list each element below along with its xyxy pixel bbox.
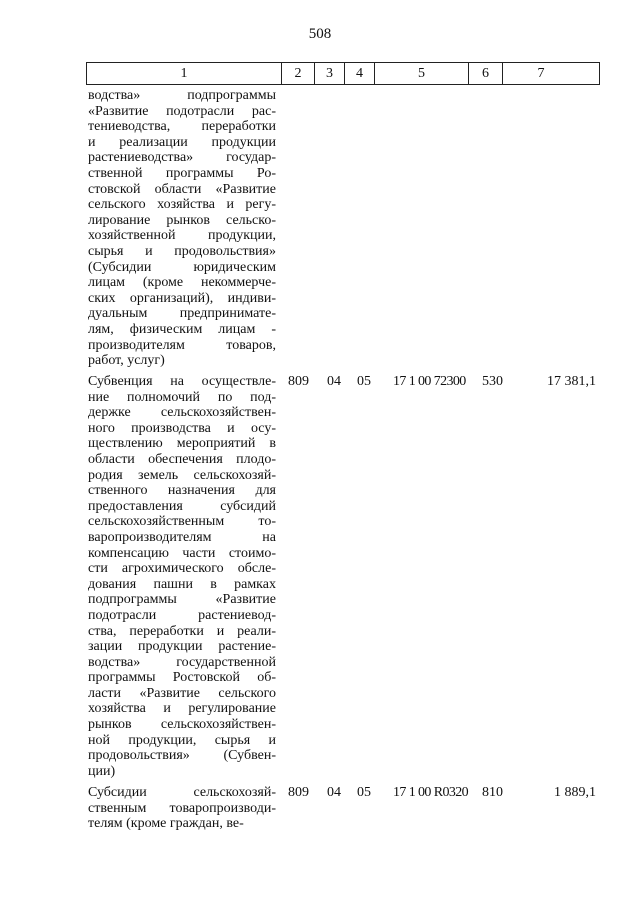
description-line: сырья и продовольствия» — [88, 243, 276, 259]
header-col-3: 3 — [315, 63, 345, 84]
description-line: Субвенция на осуществле- — [88, 374, 276, 389]
description-line: ществлению мероприятий в — [88, 436, 276, 452]
description-line: лям, физическим лицам - — [88, 321, 276, 337]
cell-target-article: 17 1 00 R0320 — [393, 785, 469, 800]
description-line: ного производства и осу- — [88, 420, 276, 436]
description-line: лирование рынков сельско- — [88, 212, 276, 228]
table-header — [86, 62, 600, 85]
header-col-1: 1 — [87, 63, 282, 84]
cell-section: 04 — [327, 785, 341, 800]
description-line: дуальным предпринимате- — [88, 306, 276, 322]
description-line: ние полномочий по под- — [88, 389, 276, 405]
description-line: ной продукции, сырья и — [88, 732, 276, 748]
description-line: родия земель сельскохозяй- — [88, 467, 276, 483]
description-line: водства» государственной — [88, 654, 276, 670]
cell-ved: 809 — [288, 785, 309, 800]
description-line: предоставления субсидий — [88, 498, 276, 514]
header-col-5: 5 — [375, 63, 469, 84]
description-line: сти агрохимического обсле- — [88, 561, 276, 577]
description-line: зации продукции растение- — [88, 639, 276, 655]
cell-section: 04 — [327, 374, 341, 389]
cell-amount: 17 381,1 — [547, 374, 596, 389]
description-line: рынков сельскохозяйствен- — [88, 717, 276, 733]
description-line: (Субсидии юридическим — [88, 259, 276, 275]
cell-subsection: 05 — [357, 374, 371, 389]
description-line: водства» подпрограммы — [88, 88, 276, 103]
description-line: растениеводства» государ- — [88, 150, 276, 166]
description-line: лицам (кроме некоммерче- — [88, 275, 276, 291]
description-line: ственной программы Ро- — [88, 165, 276, 181]
description-line: ских организаций), индиви- — [88, 290, 276, 306]
cell-expense-type: 810 — [482, 785, 503, 800]
description-line: телям (кроме граждан, ве- — [88, 816, 244, 832]
description-line: хозяйственной продукции, — [88, 228, 276, 244]
description-line: и реализации продукции — [88, 134, 276, 150]
description-line: варопроизводителям на — [88, 529, 276, 545]
description-line: ства, переработки и реали- — [88, 623, 276, 639]
description-line: продовольствия» (Субвен- — [88, 748, 276, 764]
row-description — [88, 88, 276, 369]
description-line: компенсацию части стоимо- — [88, 545, 276, 561]
cell-target-article: 17 1 00 72300 — [393, 374, 466, 389]
cell-expense-type: 530 — [482, 374, 503, 389]
description-line: дования пашни в рамках — [88, 576, 276, 592]
description-line: работ, услуг) — [88, 353, 165, 369]
description-line: подпрограммы «Развитие — [88, 592, 276, 608]
description-line: производителям товаров, — [88, 337, 276, 353]
description-line: держке сельскохозяйствен- — [88, 405, 276, 421]
description-line: ласти «Развитие сельского — [88, 685, 276, 701]
cell-subsection: 05 — [357, 785, 371, 800]
row-description — [88, 374, 276, 779]
description-line: тениеводства, переработки — [88, 119, 276, 135]
description-line: сельскохозяйственным то- — [88, 514, 276, 530]
page-number: 508 — [308, 26, 332, 42]
header-col-2: 2 — [282, 63, 315, 84]
description-line: Субсидии сельскохозяй- — [88, 785, 276, 800]
description-line: подотрасли растениевод- — [88, 607, 276, 623]
description-line: стовской области «Развитие — [88, 181, 276, 197]
header-col-7: 7 — [537, 66, 545, 81]
cell-amount: 1 889,1 — [554, 785, 596, 800]
description-line: хозяйства и регулирование — [88, 701, 276, 717]
cell-ved: 809 — [288, 374, 309, 389]
description-line: ственного назначения для — [88, 483, 276, 499]
header-col-6: 6 — [469, 63, 503, 84]
description-line: области обеспечения плодо- — [88, 451, 276, 467]
description-line: программы Ростовской об- — [88, 670, 276, 686]
description-line: «Развитие подотрасли рас- — [88, 103, 276, 119]
description-line: сельского хозяйства и регу- — [88, 197, 276, 213]
header-col-4: 4 — [345, 63, 375, 84]
row-description — [88, 785, 276, 832]
description-line: ственным товаропроизводи- — [88, 800, 276, 816]
description-line: ции) — [88, 763, 116, 779]
